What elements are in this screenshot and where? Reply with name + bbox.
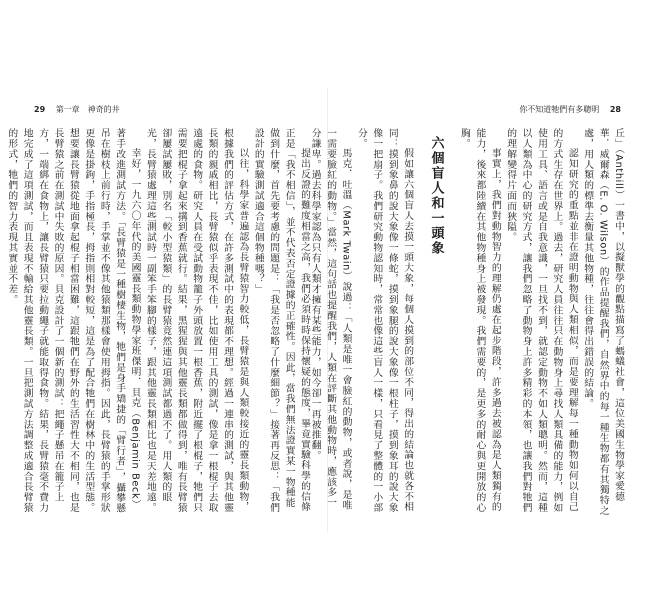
paragraph: 事實上，我們對動物智力的理解仍處在起步階段，許多過去被認為是人類獨有的能力，後來都陸續在其他物種身上被發現。我們需要的，是更多的耐心與更開放的心胸。 <box>458 128 501 513</box>
section-heading: 六個盲人和一頭象 <box>428 136 444 256</box>
paragraph: 丘」（Anthill）一書中，以擬獸學的觀點描寫了螞蟻社會，這位美國生物學家愛德華．威爾森（E. O. Wilson）的作品提醒我們，自然界中的每一種生物都有其獨特之處，用人類的標準去衡量其他物種，往往會得出錯誤的結論。 <box>582 128 624 516</box>
paragraph: 認知研究的重點並非在證明動物與人類相似，而是要理解每一種動物如何以自己的方式生存在世界上。過去，研究人員往往只在動物身上尋找人類具備的能力，例如使用工具、語言或是自我意識，一旦找不到，就認定動物不如人類聰明。然而，這種以人類為中心的研究方式，讓我們忽略了動物身上許多精彩的本領，也讓我們對牠們的理解變得片面而狹隘。 <box>505 128 578 513</box>
paragraph: 假如讓六個盲人去摸一頭大象，每個人摸到的部位不同，得出的結論也就各不相同：摸到象鼻的說大象像一條蛇，摸到象腿的說大象像一根柱子，摸到象耳的說大象像一把扇子。我們研究動物認知時，常常也像這些盲人一樣，只看見了整體的一小部分。 <box>355 128 414 513</box>
book-spread <box>6 88 641 532</box>
right-page-header <box>519 104 621 115</box>
running-head: 你不知道牠們有多聰明 <box>519 105 600 114</box>
page-number: 29 <box>34 105 46 114</box>
left-page-header <box>34 104 120 115</box>
page-number: 28 <box>609 105 621 114</box>
right-page <box>309 88 641 532</box>
right-page-body <box>309 128 626 518</box>
paragraph: 提出反證的難度相當之高，我們必須時時保持懷疑的態度，畢竟實驗科學的信條正是「我不相信」，並不代表否定證據的正確性。因此，當我們無法證實某一物種能做到什麼，首先要考慮的問題是：「我是否忽略了什麼細節？」接著再反思：「我們設計的實驗測試適合這個物種嗎？」 <box>252 128 310 513</box>
left-page-body <box>6 128 312 518</box>
running-head: 第一章 神奇的井 <box>55 105 120 114</box>
left-page <box>6 88 327 532</box>
paragraph: 馬克．吐溫（Mark Twain）說過：「人類是唯一會臉紅的動物，或者說，是唯一需要臉紅的動物。」當然，這句話也提醒我們，人類在評斷其他動物時，應該多一分謙卑。過去科學家認為只有人類才擁有某些能力，如今卻一再被推翻。 <box>309 128 352 510</box>
paragraph: 幸好，一九六〇年代的美國靈長類動物學家班傑明．貝克（Benjamin Beck）著手改進測試方法。「長臂猿是一種樹棲生物，牠們是身手矯捷的「臂行者」，攝攀懸吊在樹枝上前行時，手掌並不像其他猿類那樣會使用拇指。因此，長臂猿的手掌形狀更像是掛鉤，手指極長，拇指則相對較短，這是為了配合牠們在樹林中的生活型態。想要讓長臂猿從地面拿起棍子相當困難，這跟牠們在野外的生活習性大不相同，也是長臂猿之前在測試中失敗的原因。貝克設計了一個新的測試：把繩子懸吊在籠子上方，一端綁在食物上，讓長臂猿只要拉動繩子就能取得食物。結果，長臂猿毫不費力地完成了這項測試，而且表現不輸給其他靈長類。一旦把測試方法調整成適合長臂猿的形式，牠們的智力表現其實並不差。 <box>6 128 141 514</box>
paragraph: 以往，科學家普遍認為長臂猿智力較低，長臂猿是與人類較接近的靈長類動物，根據我們的評估方式，在許多測試中的表現都不理想。經過一連串的測試，與其他靈長類的親戚相比，長臂猿似乎表現不佳，比如使用工具的測試，像是拿一根棍子去取遠處的食物。研究人員在受試動物籠子外頭放置一根香蕉，附近擺了根棍子，牠們只需要把棍子拿起來搆到香蕉就行。結果，黑猩猩與其他靈長類都做得到，唯有長臂猿卻屢試屢敗，別名「較小型猿類」的長臂猿竟然連這項測試都過不了。用人類的眼光，長臂猿處理這些測試時一副笨手笨腳的樣子，跟其他靈長類相比也是天差地遠。 <box>144 128 249 513</box>
